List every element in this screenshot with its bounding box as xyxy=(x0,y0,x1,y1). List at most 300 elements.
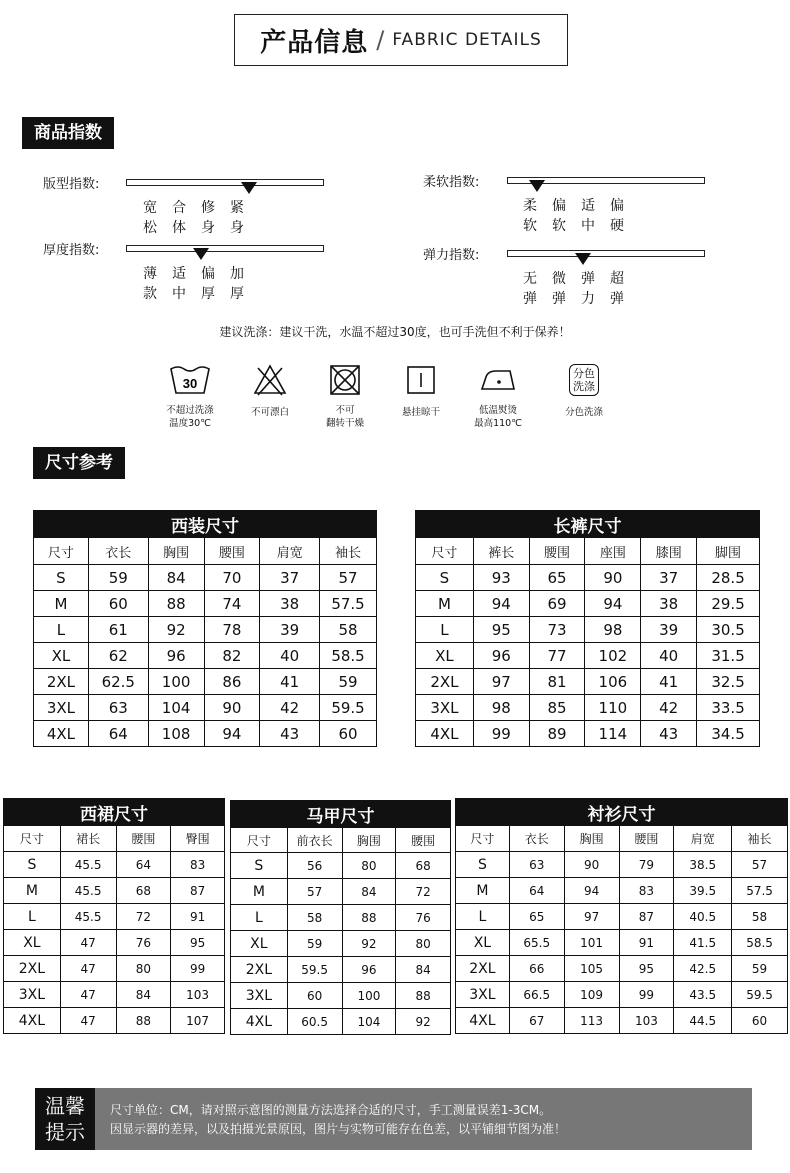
table-cell: 94 xyxy=(473,591,529,617)
table-row xyxy=(231,853,451,879)
table-cell: 41.5 xyxy=(674,930,732,956)
care-caption: 不可 翻转干燥 xyxy=(325,405,364,429)
index-marker-icon xyxy=(575,253,591,265)
table-cell: 114 xyxy=(585,721,641,747)
size-cell: 4XL xyxy=(4,1008,61,1034)
table-cell: 60.5 xyxy=(287,1009,342,1035)
table-cell: 59 xyxy=(732,956,788,982)
table-cell: 59 xyxy=(88,565,148,591)
table-cell: 97 xyxy=(564,904,619,930)
table-title: 马甲尺寸 xyxy=(231,801,451,828)
table-cell: 58.5 xyxy=(732,930,788,956)
index-option: 宽松 xyxy=(143,200,157,236)
index-option: 适中 xyxy=(581,198,595,234)
table-header-cell: 腰围 xyxy=(619,826,674,852)
table-header-cell: 尺寸 xyxy=(34,538,89,565)
suit-size-table xyxy=(33,510,377,747)
page-header xyxy=(234,14,568,66)
size-cell: 3XL xyxy=(456,982,510,1008)
wash-30-icon xyxy=(168,362,212,398)
table-cell: 61 xyxy=(88,617,148,643)
table-cell: 69 xyxy=(529,591,585,617)
table-header-cell: 胸围 xyxy=(342,828,396,853)
table-cell: 56 xyxy=(287,853,342,879)
table-row xyxy=(231,1009,451,1035)
table-cell: 91 xyxy=(619,930,674,956)
size-cell: 3XL xyxy=(4,982,61,1008)
table-row xyxy=(34,695,377,721)
table-cell: 28.5 xyxy=(697,565,760,591)
table-cell: 98 xyxy=(473,695,529,721)
table-row xyxy=(4,1008,225,1034)
size-cell: 2XL xyxy=(456,956,510,982)
table-cell: 101 xyxy=(564,930,619,956)
size-cell: XL xyxy=(34,643,89,669)
table-header-cell: 膝围 xyxy=(641,538,697,565)
table-cell: 77 xyxy=(529,643,585,669)
table-cell: 113 xyxy=(564,1008,619,1034)
table-cell: 29.5 xyxy=(697,591,760,617)
table-cell: 63 xyxy=(88,695,148,721)
section-size-reference: 尺寸参考 xyxy=(33,447,125,479)
table-row xyxy=(4,930,225,956)
wash-separately-icon xyxy=(569,362,599,398)
table-row xyxy=(416,669,760,695)
table-row xyxy=(416,565,760,591)
table-cell: 85 xyxy=(529,695,585,721)
table-cell: 60 xyxy=(732,1008,788,1034)
size-cell: XL xyxy=(416,643,474,669)
index-track xyxy=(126,245,324,252)
index-marker-icon xyxy=(193,248,209,260)
table-cell: 60 xyxy=(320,721,377,747)
table-header-cell: 衣长 xyxy=(509,826,564,852)
table-cell: 40 xyxy=(260,643,320,669)
index-option: 偏软 xyxy=(552,198,566,234)
table-cell: 57 xyxy=(287,879,342,905)
table-cell: 37 xyxy=(260,565,320,591)
care-caption: 不可漂白 xyxy=(250,407,289,418)
index-option: 超弹 xyxy=(610,271,624,307)
care-item xyxy=(544,362,624,419)
table-cell: 58.5 xyxy=(320,643,377,669)
pants-size-table xyxy=(415,510,760,747)
table-cell: 98 xyxy=(585,617,641,643)
table-header-cell: 前衣长 xyxy=(287,828,342,853)
table-cell: 91 xyxy=(171,904,225,930)
index-option: 柔软 xyxy=(523,198,537,234)
size-cell: 2XL xyxy=(231,957,288,983)
table-row xyxy=(456,930,788,956)
table-header-cell: 裙长 xyxy=(60,826,116,852)
table-cell: 42 xyxy=(641,695,697,721)
table-cell: 59.5 xyxy=(732,982,788,1008)
index-option: 修身 xyxy=(201,200,215,236)
table-header-cell: 肩宽 xyxy=(674,826,732,852)
table-cell: 42.5 xyxy=(674,956,732,982)
table-cell: 37 xyxy=(641,565,697,591)
index-label: 弹力指数: xyxy=(423,248,480,263)
table-cell: 64 xyxy=(88,721,148,747)
table-cell: 102 xyxy=(585,643,641,669)
index-option: 紧身 xyxy=(230,200,244,236)
table-cell: 74 xyxy=(204,591,260,617)
size-cell: 3XL xyxy=(416,695,474,721)
shirt-size-table xyxy=(455,798,788,1034)
index-option: 适中 xyxy=(172,266,186,302)
index-track xyxy=(126,179,324,186)
table-header-row xyxy=(456,826,788,852)
table-row xyxy=(416,643,760,669)
index-option: 弹力 xyxy=(581,271,595,307)
table-cell: 59 xyxy=(287,931,342,957)
low-iron-icon xyxy=(478,362,518,398)
tip-label: 温馨 提示 xyxy=(35,1088,95,1150)
size-cell: L xyxy=(456,904,510,930)
table-cell: 65 xyxy=(529,565,585,591)
table-header-cell: 脚围 xyxy=(697,538,760,565)
size-cell: S xyxy=(416,565,474,591)
table-row xyxy=(34,721,377,747)
table-cell: 100 xyxy=(148,669,204,695)
table-row xyxy=(416,617,760,643)
table-cell: 109 xyxy=(564,982,619,1008)
table-row xyxy=(231,983,451,1009)
table-cell: 62 xyxy=(88,643,148,669)
table-cell: 84 xyxy=(116,982,171,1008)
table-cell: 59 xyxy=(320,669,377,695)
size-cell: S xyxy=(34,565,89,591)
table-cell: 103 xyxy=(619,1008,674,1034)
table-cell: 103 xyxy=(171,982,225,1008)
no-bleach-icon xyxy=(252,362,288,398)
no-tumble-dry-icon xyxy=(328,362,362,398)
table-cell: 57 xyxy=(320,565,377,591)
table-cell: 107 xyxy=(171,1008,225,1034)
section-product-index: 商品指数 xyxy=(22,117,114,149)
size-cell: L xyxy=(34,617,89,643)
size-cell: 4XL xyxy=(416,721,474,747)
table-row xyxy=(416,591,760,617)
table-cell: 41 xyxy=(260,669,320,695)
table-row xyxy=(231,931,451,957)
index-marker-icon xyxy=(241,182,257,194)
size-cell: M xyxy=(416,591,474,617)
table-cell: 39 xyxy=(641,617,697,643)
table-header-cell: 胸围 xyxy=(148,538,204,565)
index-track xyxy=(507,250,705,257)
index-option: 微弹 xyxy=(552,271,566,307)
table-cell: 73 xyxy=(529,617,585,643)
table-row xyxy=(416,695,760,721)
hang-dry-icon xyxy=(405,362,437,398)
size-cell: 2XL xyxy=(34,669,89,695)
table-header-cell: 座围 xyxy=(585,538,641,565)
table-header-cell: 尺寸 xyxy=(456,826,510,852)
table-cell: 96 xyxy=(342,957,396,983)
size-cell: 4XL xyxy=(231,1009,288,1035)
size-cell: 4XL xyxy=(34,721,89,747)
table-cell: 58 xyxy=(320,617,377,643)
table-header-cell: 袖长 xyxy=(320,538,377,565)
table-cell: 72 xyxy=(396,879,451,905)
table-header-cell: 腰围 xyxy=(116,826,171,852)
table-cell: 94 xyxy=(585,591,641,617)
table-cell: 68 xyxy=(116,878,171,904)
table-cell: 83 xyxy=(171,852,225,878)
table-header-row xyxy=(4,826,225,852)
table-cell: 104 xyxy=(342,1009,396,1035)
table-cell: 57 xyxy=(732,852,788,878)
table-cell: 63 xyxy=(509,852,564,878)
vest-size-table xyxy=(230,800,451,1035)
table-cell: 90 xyxy=(585,565,641,591)
table-row xyxy=(231,957,451,983)
table-cell: 64 xyxy=(509,878,564,904)
table-cell: 94 xyxy=(204,721,260,747)
table-cell: 72 xyxy=(116,904,171,930)
tip-line: 尺寸单位：CM，请对照示意图的测量方法选择合适的尺寸，手工测量误差1-3CM。 xyxy=(110,1103,552,1117)
table-cell: 32.5 xyxy=(697,669,760,695)
table-cell: 41 xyxy=(641,669,697,695)
table-cell: 89 xyxy=(529,721,585,747)
table-cell: 83 xyxy=(619,878,674,904)
table-cell: 95 xyxy=(473,617,529,643)
index-option: 薄款 xyxy=(143,266,157,302)
table-cell: 84 xyxy=(396,957,451,983)
table-cell: 79 xyxy=(619,852,674,878)
table-title-row xyxy=(456,799,788,826)
table-cell: 64 xyxy=(116,852,171,878)
table-cell: 108 xyxy=(148,721,204,747)
table-cell: 96 xyxy=(473,643,529,669)
table-header-row xyxy=(416,538,760,565)
care-item xyxy=(150,362,230,430)
table-cell: 95 xyxy=(171,930,225,956)
table-title: 西裙尺寸 xyxy=(4,799,225,826)
header-separator: / xyxy=(376,26,385,54)
table-row xyxy=(456,878,788,904)
size-cell: XL xyxy=(231,931,288,957)
table-cell: 45.5 xyxy=(60,878,116,904)
index-label: 版型指数: xyxy=(43,177,100,192)
care-item xyxy=(230,362,310,419)
wash-separately-symbol: 分色 洗涤 xyxy=(569,364,599,396)
size-cell: 3XL xyxy=(34,695,89,721)
size-cell: S xyxy=(231,853,288,879)
table-row xyxy=(231,879,451,905)
table-header-cell: 腰围 xyxy=(529,538,585,565)
table-title-row xyxy=(231,801,451,828)
table-cell: 39.5 xyxy=(674,878,732,904)
index-option: 合体 xyxy=(172,200,186,236)
table-header-cell: 臀围 xyxy=(171,826,225,852)
size-cell: 2XL xyxy=(4,956,61,982)
table-cell: 40 xyxy=(641,643,697,669)
size-cell: 2XL xyxy=(416,669,474,695)
table-cell: 45.5 xyxy=(60,852,116,878)
size-cell: S xyxy=(4,852,61,878)
table-cell: 99 xyxy=(171,956,225,982)
table-title: 长裤尺寸 xyxy=(416,511,760,538)
table-cell: 39 xyxy=(260,617,320,643)
table-row xyxy=(456,956,788,982)
table-title-row xyxy=(34,511,377,538)
table-header-cell: 裤长 xyxy=(473,538,529,565)
table-row xyxy=(34,669,377,695)
table-cell: 88 xyxy=(342,905,396,931)
table-cell: 81 xyxy=(529,669,585,695)
table-cell: 70 xyxy=(204,565,260,591)
table-cell: 87 xyxy=(171,878,225,904)
table-header-cell: 腰围 xyxy=(396,828,451,853)
header-title-en: FABRIC DETAILS xyxy=(392,30,542,50)
size-cell: L xyxy=(231,905,288,931)
table-cell: 82 xyxy=(204,643,260,669)
tip-banner xyxy=(35,1088,752,1150)
size-cell: L xyxy=(4,904,61,930)
table-cell: 57.5 xyxy=(732,878,788,904)
table-header-cell: 胸围 xyxy=(564,826,619,852)
table-row xyxy=(456,904,788,930)
table-cell: 90 xyxy=(564,852,619,878)
table-cell: 66 xyxy=(509,956,564,982)
index-option: 偏厚 xyxy=(201,266,215,302)
table-row xyxy=(456,1008,788,1034)
table-cell: 33.5 xyxy=(697,695,760,721)
table-cell: 88 xyxy=(396,983,451,1009)
table-cell: 59.5 xyxy=(287,957,342,983)
table-row xyxy=(34,591,377,617)
table-cell: 59.5 xyxy=(320,695,377,721)
table-row xyxy=(4,982,225,1008)
size-cell: XL xyxy=(456,930,510,956)
table-cell: 110 xyxy=(585,695,641,721)
table-cell: 104 xyxy=(148,695,204,721)
table-cell: 106 xyxy=(585,669,641,695)
index-label: 柔软指数: xyxy=(423,175,480,190)
size-cell: XL xyxy=(4,930,61,956)
table-cell: 38.5 xyxy=(674,852,732,878)
table-cell: 43 xyxy=(260,721,320,747)
size-cell: M xyxy=(456,878,510,904)
table-cell: 95 xyxy=(619,956,674,982)
table-cell: 43 xyxy=(641,721,697,747)
care-caption: 悬挂晾干 xyxy=(401,407,440,418)
care-caption: 分色洗涤 xyxy=(564,407,603,418)
table-cell: 65.5 xyxy=(509,930,564,956)
table-title: 西装尺寸 xyxy=(34,511,377,538)
table-cell: 38 xyxy=(260,591,320,617)
table-header-cell: 尺寸 xyxy=(4,826,61,852)
table-header-cell: 肩宽 xyxy=(260,538,320,565)
table-cell: 86 xyxy=(204,669,260,695)
index-option: 偏硬 xyxy=(610,198,624,234)
table-row xyxy=(34,643,377,669)
table-cell: 44.5 xyxy=(674,1008,732,1034)
table-cell: 92 xyxy=(148,617,204,643)
care-caption: 不超过洗涤 温度30℃ xyxy=(166,405,214,429)
table-cell: 38 xyxy=(641,591,697,617)
care-caption: 低温熨烫 最高110℃ xyxy=(474,405,522,429)
table-header-cell: 袖长 xyxy=(732,826,788,852)
table-cell: 97 xyxy=(473,669,529,695)
index-marker-icon xyxy=(529,180,545,192)
table-cell: 47 xyxy=(60,930,116,956)
table-cell: 84 xyxy=(148,565,204,591)
table-cell: 62.5 xyxy=(88,669,148,695)
table-cell: 47 xyxy=(60,982,116,1008)
care-item xyxy=(381,362,461,419)
wash-30-symbol: 30 xyxy=(182,376,198,391)
table-cell: 60 xyxy=(287,983,342,1009)
table-cell: 65 xyxy=(509,904,564,930)
table-title-row xyxy=(4,799,225,826)
table-cell: 99 xyxy=(473,721,529,747)
table-cell: 47 xyxy=(60,1008,116,1034)
size-cell: S xyxy=(456,852,510,878)
table-header-cell: 尺寸 xyxy=(231,828,288,853)
care-item xyxy=(458,362,538,430)
table-cell: 80 xyxy=(116,956,171,982)
tip-line: 因显示器的差异，以及拍摄光景原因，图片与实物可能存在色差，以平铺细节图为准！ xyxy=(110,1122,567,1136)
table-cell: 100 xyxy=(342,983,396,1009)
table-cell: 93 xyxy=(473,565,529,591)
table-header-row xyxy=(231,828,451,853)
table-cell: 84 xyxy=(342,879,396,905)
table-cell: 66.5 xyxy=(509,982,564,1008)
care-item xyxy=(305,362,385,430)
table-cell: 90 xyxy=(204,695,260,721)
table-header-row xyxy=(34,538,377,565)
table-cell: 60 xyxy=(88,591,148,617)
table-cell: 43.5 xyxy=(674,982,732,1008)
table-row xyxy=(456,852,788,878)
size-cell: 4XL xyxy=(456,1008,510,1034)
wash-note: 建议洗涤：建议干洗，水温不超过30度，也可手洗但不利于保养！ xyxy=(219,325,571,339)
skirt-size-table xyxy=(3,798,225,1034)
size-cell: M xyxy=(231,879,288,905)
table-cell: 31.5 xyxy=(697,643,760,669)
table-cell: 30.5 xyxy=(697,617,760,643)
table-cell: 105 xyxy=(564,956,619,982)
table-row xyxy=(34,565,377,591)
table-cell: 42 xyxy=(260,695,320,721)
table-cell: 94 xyxy=(564,878,619,904)
table-cell: 80 xyxy=(342,853,396,879)
table-header-cell: 腰围 xyxy=(204,538,260,565)
table-row xyxy=(456,982,788,1008)
table-cell: 92 xyxy=(342,931,396,957)
table-cell: 67 xyxy=(509,1008,564,1034)
table-row xyxy=(4,878,225,904)
table-cell: 58 xyxy=(732,904,788,930)
header-title-cn: 产品信息 xyxy=(260,27,369,58)
table-cell: 40.5 xyxy=(674,904,732,930)
table-cell: 76 xyxy=(116,930,171,956)
table-cell: 58 xyxy=(287,905,342,931)
table-cell: 78 xyxy=(204,617,260,643)
table-cell: 34.5 xyxy=(697,721,760,747)
table-header-cell: 衣长 xyxy=(88,538,148,565)
table-title-row xyxy=(416,511,760,538)
table-cell: 45.5 xyxy=(60,904,116,930)
index-option: 加厚 xyxy=(230,266,244,302)
table-row xyxy=(34,617,377,643)
table-cell: 87 xyxy=(619,904,674,930)
size-cell: M xyxy=(4,878,61,904)
size-cell: M xyxy=(34,591,89,617)
